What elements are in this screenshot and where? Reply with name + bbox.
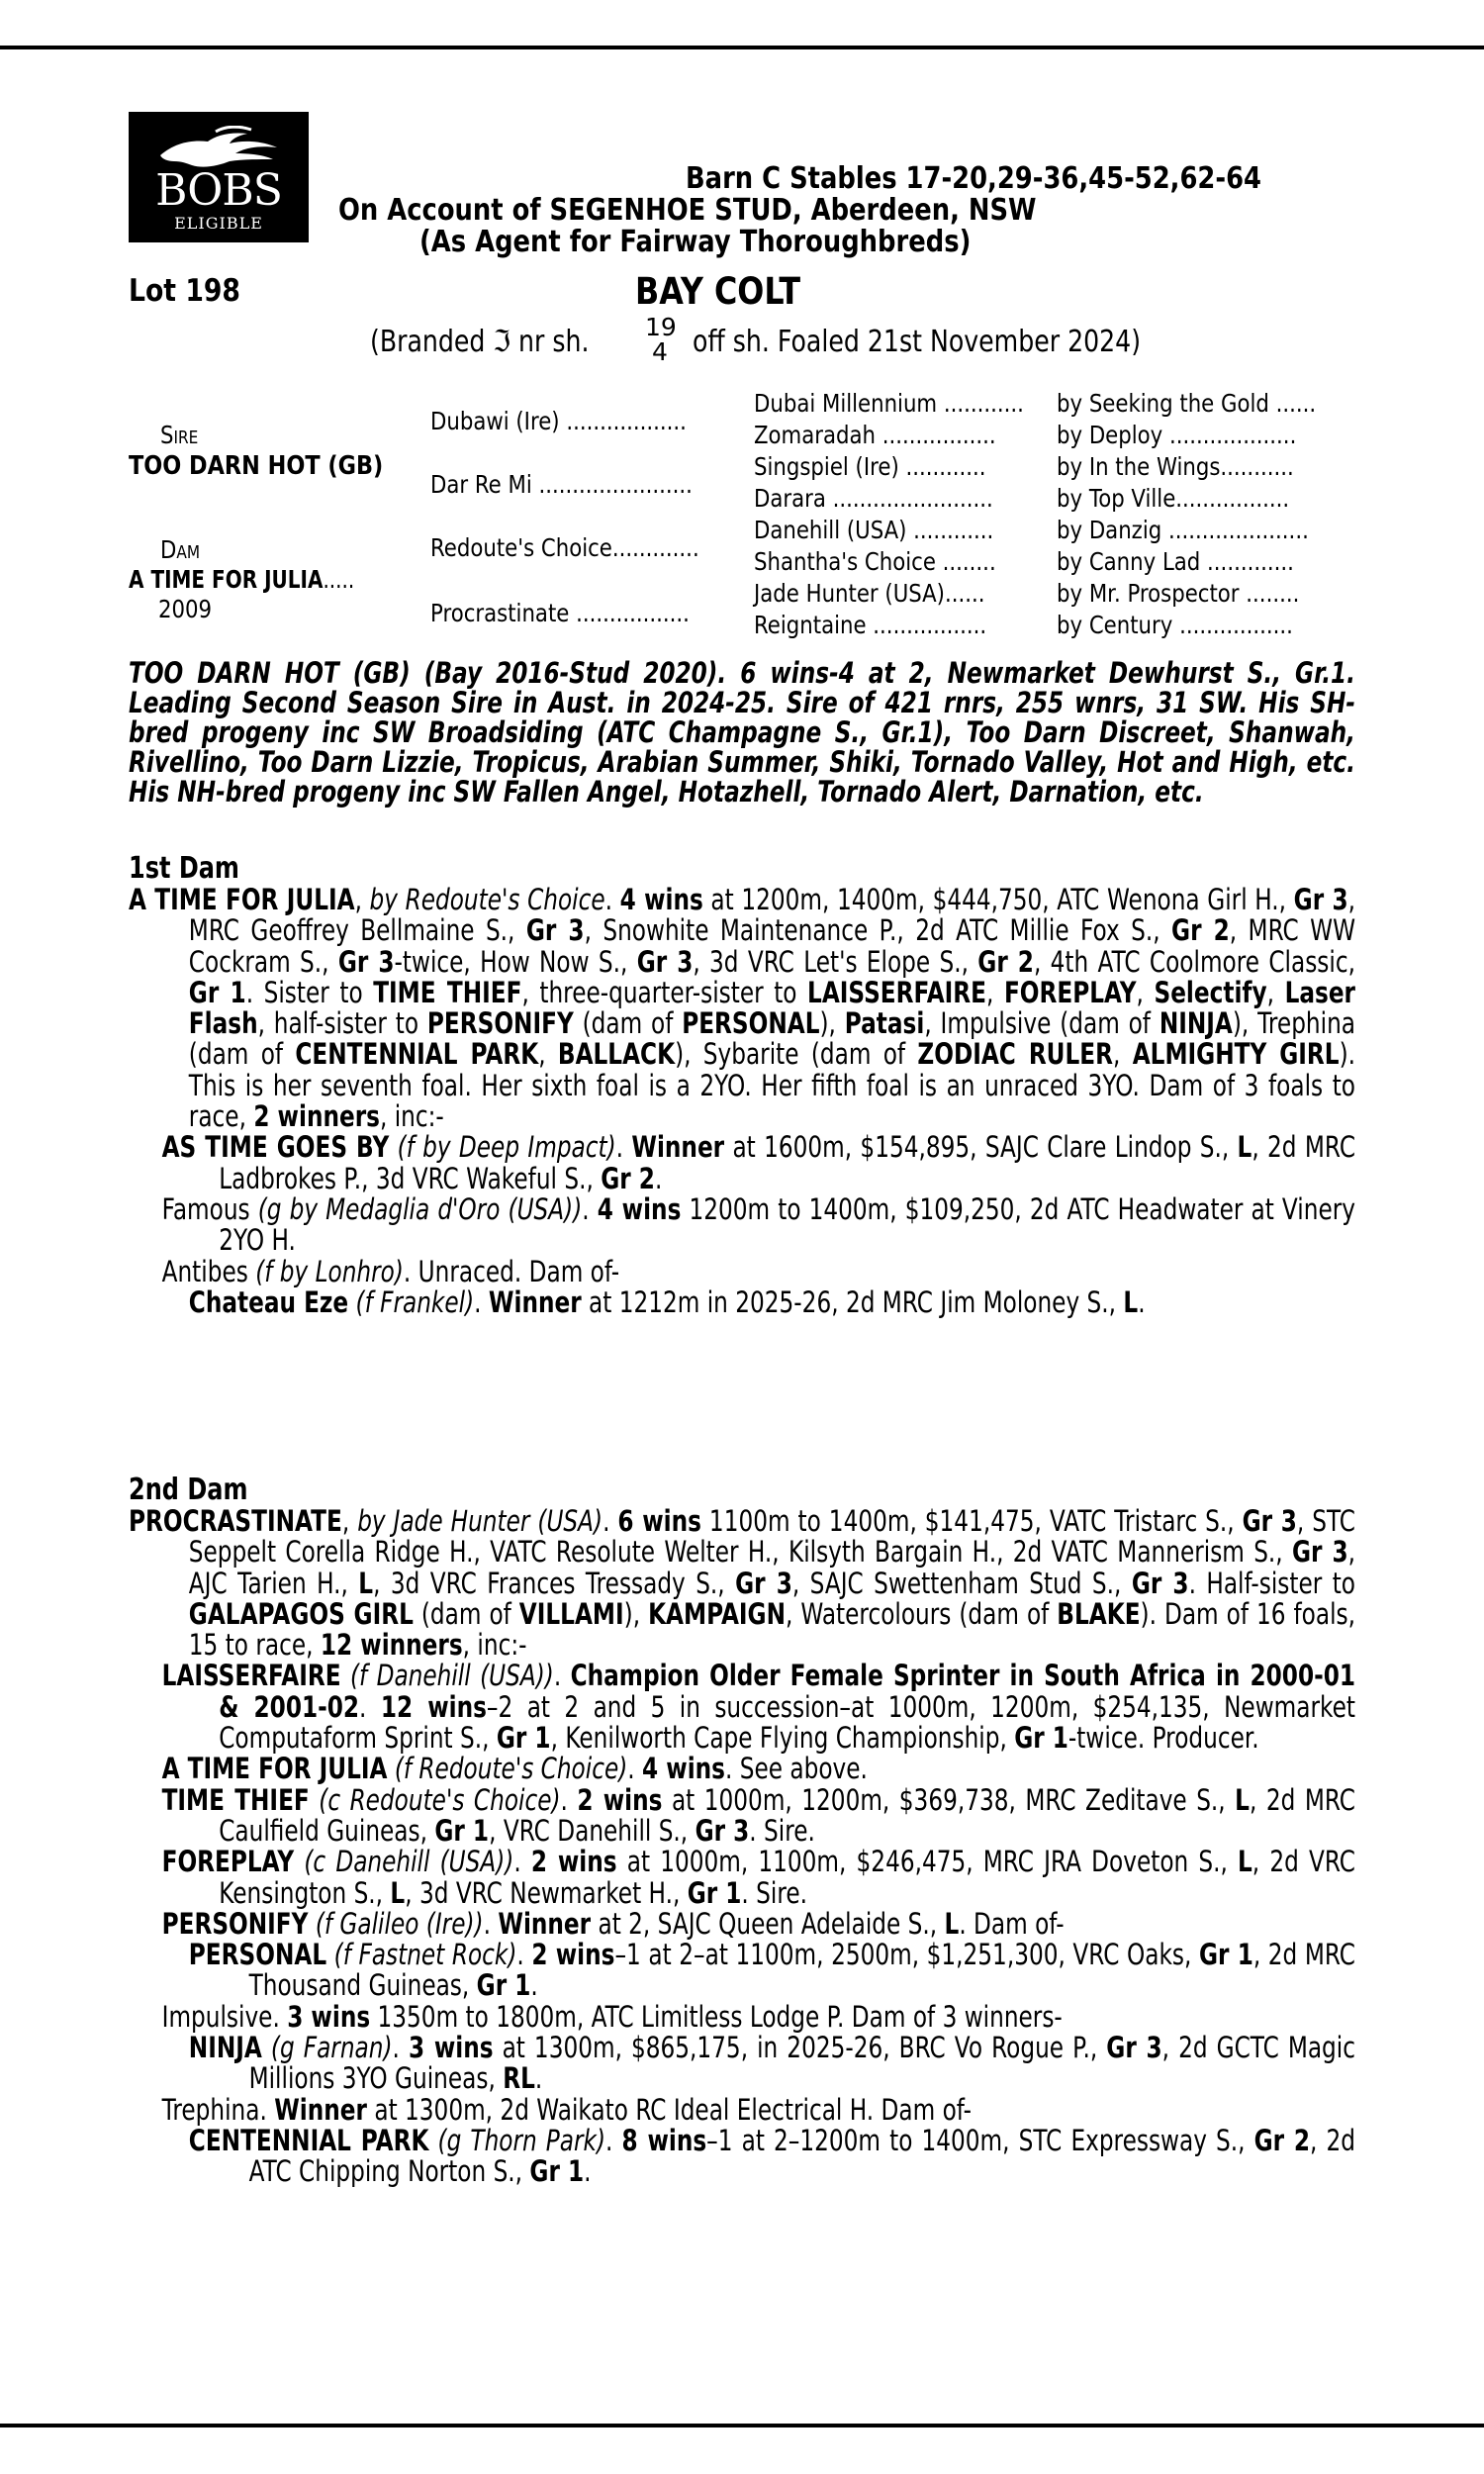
- colour-sex: BAY COLT: [635, 270, 801, 313]
- brand-fraction: 19 4: [645, 313, 677, 366]
- gen3-5: Danehill (USA) ............: [754, 516, 994, 544]
- progeny-entry: NINJA (g Farnan). 3 wins at 1300m, $865,175, in 2025-26, BRC Vo Rogue P., Gr 3, 2d GCTC Magic Millions 3YO Guineas, RL.: [188, 2031, 1355, 2096]
- lot-number: Lot 198: [129, 273, 240, 309]
- gen4-6: by Canny Lad .............: [1057, 547, 1294, 576]
- vendor-account: On Account of SEGENHOE STUD, Aberdeen, NSW: [338, 193, 1037, 228]
- second-dam-name: PROCRASTINATE: [129, 1504, 342, 1538]
- first-dam-section: [129, 853, 1355, 1318]
- gen4-1: by Seeking the Gold ......: [1057, 389, 1317, 418]
- progeny-entry: PERSONIFY (f Galileo (Ire)). Winner at 2, SAJC Queen Adelaide S., L. Dam of-: [161, 1906, 1065, 1941]
- logo-text-eligible: ELIGIBLE: [174, 214, 263, 233]
- gen4-2: by Deploy ...................: [1057, 421, 1297, 449]
- sire-summary: TOO DARN HOT (GB) (Bay 2016-Stud 2020). 6 wins-4 at 2, Newmarket Dewhurst S., Gr.1. Leading Second Season Sire in Aust. in 2024-25. Sire of 421 rnrs, 255 wnrs, 31 SW. His SH-bred progeny inc SW Broadsiding (ATC Champagne S., Gr.1), Too Darn Discreet, Shanwah, Rivellino, Too Darn Lizzie, Tropicus, Arabian Summer, Shiki, Tornado Valley, Hot and High, etc. His NH-bred progeny inc SW Fallen Angel, Hotazhell, Tornado Alert, Darnation, etc.: [129, 656, 1355, 809]
- top-rule: [0, 46, 1484, 49]
- gen3-6: Shantha's Choice ........: [754, 547, 996, 576]
- brand-description: (Branded ℑ nr sh.: [370, 325, 590, 359]
- dam-foaled-year: 2009: [158, 595, 213, 623]
- first-dam-heading: 1st Dam: [129, 851, 239, 886]
- gen4-8: by Century .................: [1057, 611, 1293, 639]
- bobs-eligible-logo: [129, 112, 309, 242]
- progeny-entry: Famous (g by Medaglia d'Oro (USA)). 4 wins 1200m to 1400m, $109,250, 2d ATC Headwater at Vinery 2YO H.: [161, 1191, 1355, 1258]
- second-dam-heading: 2nd Dam: [129, 1473, 248, 1507]
- sire-dam: Dar Re Mi .......................: [430, 470, 693, 499]
- second-dam-progeny-list: [129, 1661, 1355, 2187]
- first-dam-summary: A TIME FOR JULIA, by Redoute's Choice. 4 wins at 1200m, 1400m, $444,750, ATC Wenona Girl H., Gr 3, MRC Geoffrey Bellmaine S., Gr 3, Snowhite Maintenance P., 2d ATC Millie Fox S., Gr 2, MRC WW Cockram S., Gr 3-twice, How Now S., Gr 3, 3d VRC Let's Elope S., Gr 2, 4th ATC Coolmore Classic, Gr 1. Sister to TIME THIEF, three-quarter-sister to LAISSERFAIRE, FOREPLAY, Selectify, Laser Flash, half-sister to PERSONIFY (dam of PERSONAL), Patasi, Impulsive (dam of NINJA), Trephina (dam of CENTENNIAL PARK, BALLACK), Sybarite (dam of ZODIAC RULER, ALMIGHTY GIRL). This is her seventh foal. Her sixth foal is a 2YO. Her fifth foal is an unraced 3YO. Dam of 3 foals to race, 2 winners, inc:-: [129, 883, 1356, 1134]
- sire-sire: Dubawi (Ire) ..................: [430, 407, 687, 435]
- sire-label: Sire: [160, 421, 199, 449]
- gen3-1: Dubai Millennium ............: [754, 389, 1024, 418]
- barn-location: Barn C Stables 17-20,29-36,45-52,62-64: [686, 161, 1262, 196]
- first-dam-progeny-list: [129, 1132, 1355, 1318]
- progeny-entry: Antibes (f by Lonhro). Unraced. Dam of-: [161, 1254, 620, 1288]
- progeny-entry: TIME THIEF (c Redoute's Choice). 2 wins at 1000m, 1200m, $369,738, MRC Zeditave S., L, 2d MRC Caulfield Guineas, Gr 1, VRC Danehill S., Gr 3. Sire.: [161, 1782, 1355, 1848]
- logo-text-bobs: BOBS: [155, 165, 282, 216]
- progeny-entry: A TIME FOR JULIA (f Redoute's Choice). 4 wins. See above.: [161, 1752, 868, 1786]
- brand-mark-icon: ℑ: [493, 325, 510, 359]
- progeny-entry: AS TIME GOES BY (f by Deep Impact). Winner at 1600m, $154,895, SAJC Clare Lindop S., L, 2d MRC Ladbrokes P., 3d VRC Wakeful S., Gr 2.: [161, 1130, 1356, 1195]
- gen4-7: by Mr. Prospector ........: [1057, 579, 1300, 608]
- sire-name: TOO DARN HOT (GB): [129, 451, 384, 481]
- dam-label: Dam: [160, 535, 201, 564]
- progeny-entry: Chateau Eze (f Frankel). Winner at 1212m in 2025-26, 2d MRC Jim Moloney S., L.: [188, 1285, 1146, 1319]
- vendor-agent: (As Agent for Fairway Thoroughbreds): [419, 225, 972, 259]
- gen3-7: Jade Hunter (USA)......: [754, 579, 985, 608]
- progeny-entry: CENTENNIAL PARK (g Thorn Park). 8 wins–1 at 2–1200m to 1400m, STC Expressway S., Gr 2, 2d ATC Chipping Norton S., Gr 1.: [188, 2123, 1356, 2189]
- second-dam-section: [129, 1475, 1355, 2188]
- dam-name: A TIME FOR JULIA.....: [129, 565, 355, 594]
- dam-dam: Procrastinate .................: [430, 599, 690, 627]
- first-dam-name: A TIME FOR JULIA: [129, 883, 355, 916]
- progeny-entry: Impulsive. 3 wins 1350m to 1800m, ATC Limitless Lodge P. Dam of 3 winners-: [161, 1999, 1063, 2034]
- progeny-entry: Trephina. Winner at 1300m, 2d Waikato RC Ideal Electrical H. Dam of-: [161, 2092, 973, 2127]
- gen3-2: Zomaradah .................: [754, 421, 996, 449]
- gen4-5: by Danzig .....................: [1057, 516, 1309, 544]
- gen4-4: by Top Ville.................: [1057, 484, 1290, 513]
- gen3-4: Darara ........................: [754, 484, 993, 513]
- gen3-3: Singspiel (Ire) ............: [754, 452, 986, 481]
- progeny-entry: FOREPLAY (c Danehill (USA)). 2 wins at 1000m, 1100m, $246,475, MRC JRA Doveton S., L, 2d VRC Kensington S., L, 3d VRC Newmarket H., Gr 1. Sire.: [161, 1845, 1356, 1910]
- gen4-3: by In the Wings...........: [1057, 452, 1294, 481]
- progeny-entry: LAISSERFAIRE (f Danehill (USA)). Champion Older Female Sprinter in South Africa in 2000-01 & 2001-02. 12 wins–2 at 2 and 5 in succession–at 1000m, 1200m, $254,135, Newmarket Computaform Sprint S., Gr 1, Kenilworth Cape Flying Championship, Gr 1-twice. Producer.: [161, 1659, 1356, 1756]
- foaling-date: off sh. Foaled 21st November 2024): [693, 325, 1142, 359]
- second-dam-summary: PROCRASTINATE, by Jade Hunter (USA). 6 wins 1100m to 1400m, $141,475, VATC Tristarc S., Gr 3, STC Seppelt Corella Ridge H., VATC Resolute Welter H., Kilsyth Bargain H., 2d VATC Mannerism S., Gr 3, AJC Tarien H., L, 3d VRC Frances Tressady S., Gr 3, SAJC Swettenham Stud S., Gr 3. Half-sister to GALAPAGOS GIRL (dam of VILLAMI), KAMPAIGN, Watercolours (dam of BLAKE). Dam of 16 foals, 15 to race, 12 winners, inc:-: [129, 1504, 1356, 1663]
- gen3-8: Reigntaine .................: [754, 611, 987, 639]
- progeny-entry: PERSONAL (f Fastnet Rock). 2 wins–1 at 2–at 1100m, 2500m, $1,251,300, VRC Oaks, Gr 1, 2d MRC Thousand Guineas, Gr 1.: [188, 1938, 1356, 2003]
- dam-sire: Redoute's Choice.............: [430, 533, 699, 562]
- bottom-rule: [0, 2424, 1484, 2427]
